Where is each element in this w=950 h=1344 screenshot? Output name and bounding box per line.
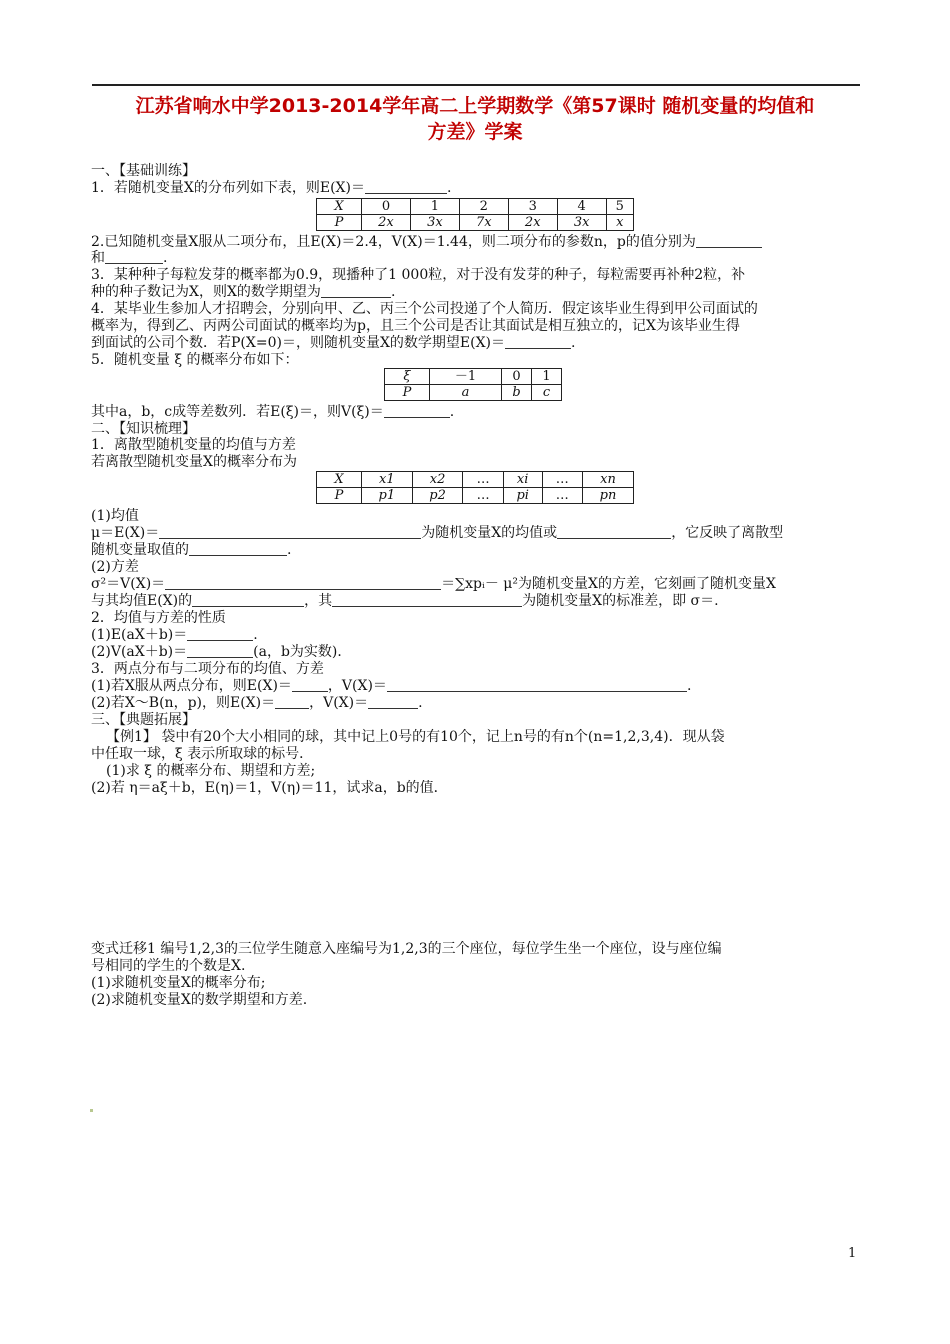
table-cell: 3 xyxy=(508,199,557,215)
distribution-table-1 xyxy=(316,198,634,231)
variation-1-part-2: (2)求随机变量X的数学期望和方差. xyxy=(91,992,308,1008)
variance-heading: (2)方差 xyxy=(91,559,139,575)
question-5: 5．随机变量 ξ 的概率分布如下： xyxy=(91,352,299,368)
table-cell: xn xyxy=(582,472,633,488)
example-1: 【例1】 袋中有20个大小相同的球，其中记上0号的有10个，记上n号的有n个(n=1,2,3,4)．现从袋 xyxy=(106,729,725,745)
table-cell: pi xyxy=(503,488,542,504)
answer-blank xyxy=(321,285,391,298)
table-cell: P xyxy=(317,488,362,504)
answer-blank xyxy=(187,628,253,641)
answer-blank xyxy=(384,405,450,418)
title-line-1: 江苏省响水中学2013-2014学年高二上学期数学《第57课时 随机变量的均值和 xyxy=(135,95,815,117)
example-1-cont: 中任取一球，ξ 表示所取球的标号． xyxy=(91,746,314,762)
distribution-table-2 xyxy=(384,368,562,401)
section-2-header: 二、【知识梳理】 xyxy=(91,421,196,437)
table-cell: … xyxy=(463,472,503,488)
table-cell: 2x xyxy=(362,215,411,231)
table-cell: p2 xyxy=(412,488,463,504)
answer-blank xyxy=(368,696,418,709)
table-cell: x2 xyxy=(412,472,463,488)
scan-speck xyxy=(90,1109,93,1112)
table-cell: pn xyxy=(582,488,633,504)
example-1-part-1: (1)求 ξ 的概率分布、期望和方差; xyxy=(106,763,316,779)
answer-blank xyxy=(192,594,304,607)
variance-definition-cont: 与其均值E(X)的 ，其 为随机变量X的标准差，即 σ＝. xyxy=(91,593,719,609)
question-4-cont: 概率为，得到乙、丙两公司面试的概率均为p，且三个公司是否让其面试是相互独立的，记X为该毕业生得 xyxy=(91,318,740,334)
answer-blank xyxy=(387,679,687,692)
table-cell: 2x xyxy=(508,215,557,231)
question-3-cont: 种的种子数记为X，则X的数学期望为 . xyxy=(91,284,396,300)
question-5-cont: 其中a，b，c成等差数列．若E(ξ)＝，则V(ξ)＝ . xyxy=(91,404,455,420)
table-cell: … xyxy=(542,488,582,504)
variation-1-cont: 号相同的学生的个数是X. xyxy=(91,958,246,974)
page-number: 1 xyxy=(848,1246,857,1261)
header-rule xyxy=(92,84,860,86)
table-cell: ξ xyxy=(385,369,430,385)
table-cell: P xyxy=(317,215,362,231)
example-1-part-2: (2)若 η＝aξ＋b，E(η)＝1，V(η)＝11，试求a，b的值． xyxy=(91,780,448,796)
answer-blank xyxy=(696,235,762,248)
two-point-distribution: (1)若X服从两点分布，则E(X)＝ ，V(X)＝ . xyxy=(91,678,692,694)
variance-definition: σ²＝V(X)＝ ＝∑xpᵢ－ μ²为随机变量X的方差，它刻画了随机变量X xyxy=(91,576,776,592)
answer-blank xyxy=(557,526,671,539)
table-cell: … xyxy=(463,488,503,504)
table-cell: X xyxy=(317,472,362,488)
table-cell: 2 xyxy=(459,199,508,215)
table-cell: 3x xyxy=(557,215,606,231)
table-cell: X xyxy=(317,199,362,215)
variation-1-part-1: (1)求随机变量X的概率分布; xyxy=(91,975,266,991)
table-cell: b xyxy=(501,385,531,401)
question-1: 1．若随机变量X的分布列如下表，则E(X)＝ . xyxy=(91,180,452,196)
binomial-distribution: (2)若X～B(n，p)，则E(X)＝ ，V(X)＝ . xyxy=(91,695,423,711)
answer-blank xyxy=(332,594,522,607)
table-cell: 0 xyxy=(501,369,531,385)
answer-blank xyxy=(159,526,421,539)
question-2-cont: 和 . xyxy=(91,250,168,266)
mean-definition-cont: 随机变量取值的 . xyxy=(91,542,292,558)
knowledge-2: 2．均值与方差的性质 xyxy=(91,610,226,626)
table-cell: 7x xyxy=(459,215,508,231)
answer-blank xyxy=(505,336,571,349)
question-4: 4．某毕业生参加人才招聘会，分别向甲、乙、丙三个公司投递了个人简历．假定该毕业生得到甲公司面试的 xyxy=(91,301,758,317)
table-cell: x1 xyxy=(362,472,413,488)
table-cell: a xyxy=(430,385,502,401)
variation-1: 变式迁移1 编号1,2,3的三位学生随意入座编号为1,2,3的三个座位，每位学生坐一个座位，设与座位编 xyxy=(91,941,722,957)
property-1: (1)E(aX＋b)＝ . xyxy=(91,627,258,643)
table-cell: 3x xyxy=(410,215,459,231)
table-cell: 0 xyxy=(362,199,411,215)
answer-blank xyxy=(105,251,163,264)
answer-blank xyxy=(187,645,253,658)
knowledge-1: 1．离散型随机变量的均值与方差 xyxy=(91,437,296,453)
answer-blank xyxy=(165,577,441,590)
table-cell: P xyxy=(385,385,430,401)
mean-heading: (1)均值 xyxy=(91,508,139,524)
property-2: (2)V(aX＋b)＝ (a，b为实数)． xyxy=(91,644,352,660)
section-3-header: 三、【典题拓展】 xyxy=(91,712,196,728)
title-line-2: 方差》学案 xyxy=(427,121,523,143)
table-cell: 1 xyxy=(410,199,459,215)
question-4-cont-2: 到面试的公司个数．若P(X=0)＝，则随机变量X的数学期望E(X)＝ . xyxy=(91,335,576,351)
answer-blank xyxy=(292,679,328,692)
table-cell: … xyxy=(542,472,582,488)
table-cell: －1 xyxy=(430,369,502,385)
answer-blank xyxy=(365,181,447,194)
table-cell: 4 xyxy=(557,199,606,215)
table-cell: x xyxy=(606,215,633,231)
knowledge-1-cont: 若离散型随机变量X的概率分布为 xyxy=(91,454,297,470)
question-2: 2.已知随机变量X服从二项分布，且E(X)＝2.4，V(X)＝1.44，则二项分布的参数n，p的值分别为 xyxy=(91,234,871,250)
table-cell: xi xyxy=(503,472,542,488)
table-cell: c xyxy=(532,385,562,401)
table-cell: p1 xyxy=(362,488,413,504)
mean-definition: μ＝E(X)＝ 为随机变量X的均值或 ，它反映了离散型 xyxy=(91,525,784,541)
table-cell: 5 xyxy=(606,199,633,215)
knowledge-3: 3．两点分布与二项分布的均值、方差 xyxy=(91,661,324,677)
document-title xyxy=(80,93,870,145)
distribution-table-3 xyxy=(316,471,634,504)
table-cell: 1 xyxy=(532,369,562,385)
question-3: 3．某种种子每粒发芽的概率都为0.9，现播种了1 000粒，对于没有发芽的种子，每粒需要再补种2粒，补 xyxy=(91,267,746,283)
answer-blank xyxy=(189,543,287,556)
section-1-header: 一、【基础训练】 xyxy=(91,163,196,179)
answer-blank xyxy=(275,696,309,709)
